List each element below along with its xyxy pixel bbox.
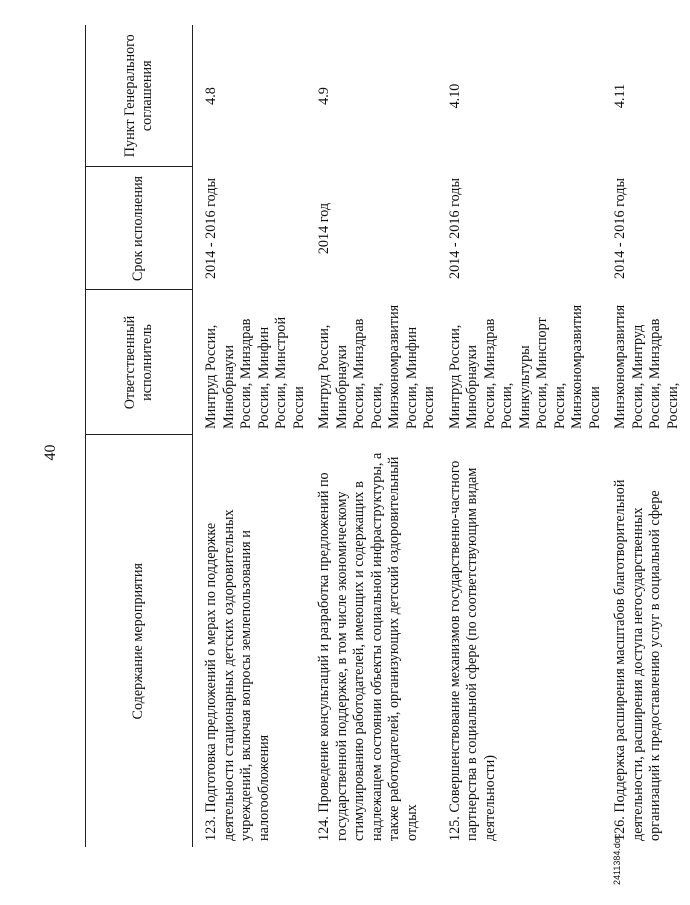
table-row [612, 25, 690, 847]
row-executor: Минтруд России, Минобрнауки России, Минздрав России, Минэкономразвития России, Минфин России [316, 304, 437, 429]
table-row [193, 25, 317, 847]
row-content: 124. Проведение консультаций и разработка предложений по государственной поддержке, в том числе экономическому стимулированию работодателей, имеющих и содержащих в надлежащем состоянии объекты социальной инфраструктуры, а также работодателей, организующих детский оздоровительный отдых [316, 452, 420, 841]
row-content: 123. Подготовка предложений о мерах по поддержке деятельности стационарных детских оздоровительных учреждений, включая вопросы землепользования и налогообложения [203, 509, 272, 841]
row-executor: Минэкономразвития России, Минтруд России, Минздрав России, [612, 304, 681, 429]
row-clause: 4.11 [612, 83, 628, 109]
table-row [447, 25, 613, 847]
measures-table [85, 25, 690, 847]
row-content: 126. Поддержка расширения масштабов благотворительной деятельности, расширения доступа негосударственных организаций к предоставлению услуг в социальной сфере [612, 479, 663, 841]
row-deadline: 2014 - 2016 годы [446, 177, 463, 280]
row-executor: Минтруд России, Минобрнауки России, Минздрав России, Минкультуры России, Минспорт России, Минэкономразвития России [446, 304, 603, 429]
header-clause: Пункт Генерального соглашения [86, 25, 193, 167]
row-deadline: 2014 год [316, 202, 332, 255]
document-code: 2411384.doc [612, 833, 622, 885]
row-deadline: 2014 - 2016 годы [612, 177, 628, 280]
header-deadline: Срок исполнения [86, 167, 193, 290]
table-header-row [86, 25, 193, 847]
header-content: Содержание мероприятия [86, 435, 193, 847]
row-content: 125. Совершенствование механизмов государственно-частного партнерства в социальной сфере (по соответствующим видам деятельности) [446, 460, 498, 841]
row-clause: 4.9 [316, 87, 332, 105]
table-row [316, 25, 447, 847]
row-deadline: 2014 - 2016 годы [203, 177, 219, 280]
row-executor: Минтруд России, Минобрнауки России, Минздрав России, Минфин России, Минстрой России [203, 316, 307, 429]
row-clause: 4.10 [446, 83, 463, 109]
row-clause: 4.8 [203, 87, 219, 105]
page-number: 40 [42, 444, 59, 461]
header-executor: Ответственный исполнитель [86, 290, 193, 435]
